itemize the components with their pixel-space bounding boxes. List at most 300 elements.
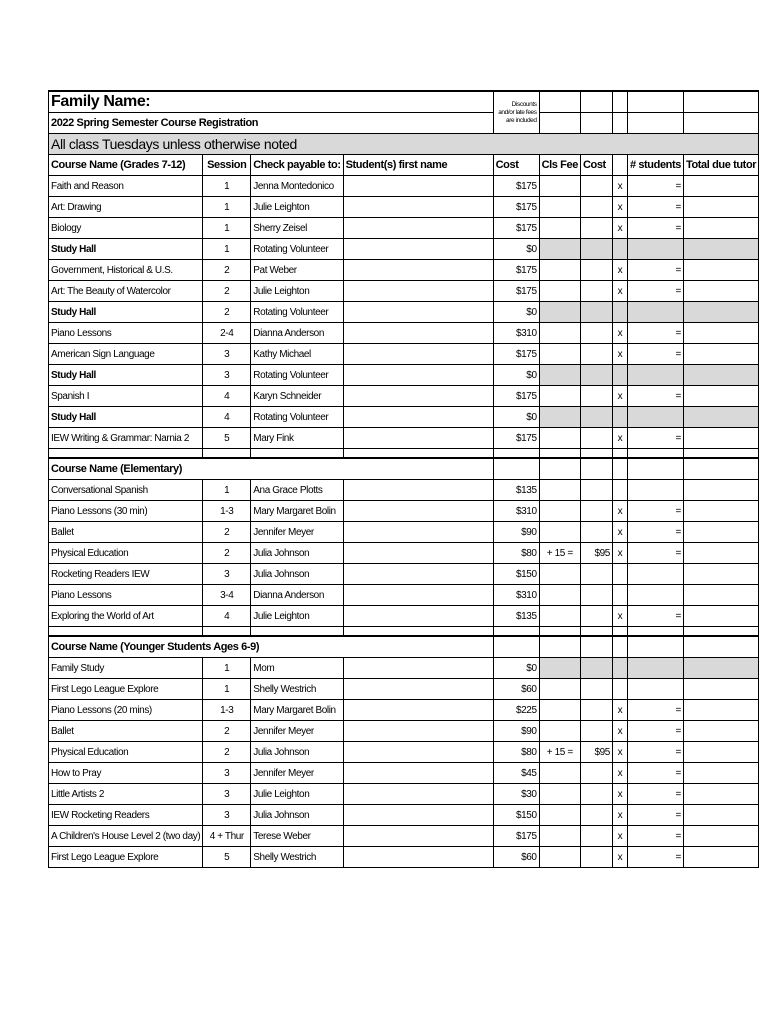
check-payable-cell: Jennifer Meyer (251, 763, 343, 784)
cost2-cell (580, 407, 612, 428)
check-payable-cell: Terese Weber (251, 826, 343, 847)
course-row (49, 805, 759, 826)
student-first-name-cell[interactable] (343, 323, 493, 344)
student-first-name-cell[interactable] (343, 826, 493, 847)
total-due-cell[interactable] (683, 847, 758, 868)
cls-fee-cell (539, 260, 580, 281)
course-row (49, 784, 759, 805)
times-symbol: x (612, 700, 627, 721)
session-cell: 4 (203, 606, 251, 627)
total-due-cell[interactable] (683, 386, 758, 407)
session-cell: 2 (203, 281, 251, 302)
course-name: Ballet (49, 522, 203, 543)
cost-cell: $80 (493, 543, 539, 564)
section-header-blank (627, 458, 683, 480)
session-cell: 1 (203, 239, 251, 260)
check-payable-cell: Julia Johnson (251, 564, 343, 585)
column-header-row (49, 155, 759, 176)
course-row (49, 585, 759, 606)
num-students-cell[interactable]: = (627, 281, 683, 302)
check-payable-cell: Sherry Zeisel (251, 218, 343, 239)
total-due-cell[interactable] (683, 344, 758, 365)
num-students-cell[interactable] (627, 407, 683, 428)
times-symbol: x (612, 281, 627, 302)
student-first-name-cell[interactable] (343, 260, 493, 281)
num-students-cell[interactable]: = (627, 344, 683, 365)
times-symbol: x (612, 218, 627, 239)
course-row (49, 658, 759, 679)
section-header-blank (627, 636, 683, 658)
times-symbol (612, 564, 627, 585)
cls-fee-cell (539, 365, 580, 386)
cost-cell: $0 (493, 365, 539, 386)
times-symbol: x (612, 826, 627, 847)
check-payable-cell: Julie Leighton (251, 281, 343, 302)
cost2-cell (580, 826, 612, 847)
cost-cell: $90 (493, 721, 539, 742)
cls-fee-cell (539, 197, 580, 218)
course-row (49, 826, 759, 847)
session-cell: 1-3 (203, 700, 251, 721)
times-symbol: x (612, 543, 627, 564)
student-first-name-cell[interactable] (343, 763, 493, 784)
section-header-row (49, 458, 759, 480)
cost2-cell (580, 428, 612, 449)
course-name: Art: The Beauty of Watercolor (49, 281, 203, 302)
total-due-cell[interactable] (683, 679, 758, 700)
num-students-cell[interactable]: = (627, 721, 683, 742)
student-first-name-cell[interactable] (343, 407, 493, 428)
check-payable-cell: Jennifer Meyer (251, 721, 343, 742)
total-due-cell[interactable] (683, 197, 758, 218)
check-payable-cell: Julie Leighton (251, 606, 343, 627)
course-row (49, 239, 759, 260)
num-students-cell[interactable] (627, 658, 683, 679)
student-first-name-cell[interactable] (343, 700, 493, 721)
session-cell: 2 (203, 522, 251, 543)
header-blank (539, 91, 580, 113)
cost-cell: $0 (493, 658, 539, 679)
cost2-cell (580, 784, 612, 805)
student-first-name-cell[interactable] (343, 302, 493, 323)
cls-fee-cell (539, 784, 580, 805)
course-row (49, 281, 759, 302)
cost-cell: $310 (493, 501, 539, 522)
student-first-name-cell[interactable] (343, 658, 493, 679)
cost2-cell (580, 658, 612, 679)
cost2-cell (580, 344, 612, 365)
num-students-cell[interactable]: = (627, 847, 683, 868)
course-row (49, 847, 759, 868)
check-payable-cell: Julie Leighton (251, 784, 343, 805)
times-symbol: x (612, 386, 627, 407)
num-students-cell[interactable]: = (627, 606, 683, 627)
cls-fee-cell (539, 826, 580, 847)
session-cell: 1 (203, 679, 251, 700)
num-students-cell[interactable]: = (627, 501, 683, 522)
total-due-cell[interactable] (683, 585, 758, 606)
course-row (49, 323, 759, 344)
times-symbol: x (612, 501, 627, 522)
total-due-cell[interactable] (683, 239, 758, 260)
section-header-blank (683, 636, 758, 658)
cost-cell: $175 (493, 197, 539, 218)
course-name: Biology (49, 218, 203, 239)
session-cell: 2 (203, 543, 251, 564)
course-row (49, 480, 759, 501)
course-row (49, 721, 759, 742)
course-row (49, 564, 759, 585)
cost2-cell (580, 763, 612, 784)
course-name: Conversational Spanish (49, 480, 203, 501)
check-payable-cell: Mom (251, 658, 343, 679)
cost2-cell (580, 260, 612, 281)
cost-cell: $175 (493, 218, 539, 239)
course-row (49, 522, 759, 543)
session-cell: 1 (203, 218, 251, 239)
course-row (49, 763, 759, 784)
course-row (49, 176, 759, 197)
check-payable-cell: Karyn Schneider (251, 386, 343, 407)
num-students-cell[interactable]: = (627, 260, 683, 281)
student-first-name-cell[interactable] (343, 721, 493, 742)
num-students-cell[interactable] (627, 365, 683, 386)
num-students-cell[interactable] (627, 480, 683, 501)
num-students-cell[interactable]: = (627, 742, 683, 763)
cost2-cell (580, 281, 612, 302)
student-first-name-cell[interactable] (343, 197, 493, 218)
total-due-cell[interactable] (683, 501, 758, 522)
check-payable-cell: Pat Weber (251, 260, 343, 281)
course-name: Piano Lessons (49, 585, 203, 606)
cost2-cell (580, 302, 612, 323)
total-due-cell[interactable] (683, 365, 758, 386)
total-due-cell[interactable] (683, 606, 758, 627)
num-students-cell[interactable]: = (627, 543, 683, 564)
total-due-cell[interactable] (683, 176, 758, 197)
num-students-cell[interactable]: = (627, 386, 683, 407)
student-first-name-cell[interactable] (343, 501, 493, 522)
cls-fee-cell (539, 501, 580, 522)
student-first-name-cell[interactable] (343, 344, 493, 365)
student-first-name-cell[interactable] (343, 679, 493, 700)
course-name: American Sign Language (49, 344, 203, 365)
total-due-cell[interactable] (683, 564, 758, 585)
num-students-cell[interactable] (627, 239, 683, 260)
student-first-name-cell[interactable] (343, 606, 493, 627)
times-symbol: x (612, 784, 627, 805)
student-first-name-cell[interactable] (343, 742, 493, 763)
student-first-name-cell[interactable] (343, 585, 493, 606)
session-cell: 3 (203, 564, 251, 585)
course-name: IEW Rocketing Readers (49, 805, 203, 826)
num-students-cell[interactable]: = (627, 176, 683, 197)
cls-fee-cell (539, 564, 580, 585)
cost-cell: $175 (493, 428, 539, 449)
total-due-cell[interactable] (683, 281, 758, 302)
num-students-cell[interactable]: = (627, 522, 683, 543)
student-first-name-cell[interactable] (343, 564, 493, 585)
total-due-cell[interactable] (683, 721, 758, 742)
times-symbol: x (612, 428, 627, 449)
total-due-cell[interactable] (683, 700, 758, 721)
cost-cell: $60 (493, 847, 539, 868)
num-students-cell[interactable]: = (627, 197, 683, 218)
col-session: Session (203, 155, 251, 176)
course-name: How to Pray (49, 763, 203, 784)
cls-fee-cell (539, 721, 580, 742)
check-payable-cell: Mary Margaret Bolin (251, 501, 343, 522)
family-name-label: Family Name: (49, 91, 494, 113)
total-due-cell[interactable] (683, 407, 758, 428)
section-header-blank (683, 458, 758, 480)
section-header-blank (539, 636, 580, 658)
cls-fee-cell (539, 679, 580, 700)
times-symbol (612, 658, 627, 679)
section-title: Course Name (Elementary) (49, 458, 494, 480)
num-students-cell[interactable]: = (627, 428, 683, 449)
student-first-name-cell[interactable] (343, 281, 493, 302)
check-payable-cell: Dianna Anderson (251, 323, 343, 344)
times-symbol (612, 585, 627, 606)
course-name: Family Study (49, 658, 203, 679)
course-row (49, 742, 759, 763)
cost2-cell (580, 585, 612, 606)
cost2-cell (580, 679, 612, 700)
student-first-name-cell[interactable] (343, 847, 493, 868)
times-symbol (612, 302, 627, 323)
session-cell: 3 (203, 365, 251, 386)
session-cell: 4 (203, 386, 251, 407)
times-symbol: x (612, 606, 627, 627)
session-cell: 1 (203, 176, 251, 197)
total-due-cell[interactable] (683, 543, 758, 564)
cost-cell: $135 (493, 480, 539, 501)
times-symbol (612, 480, 627, 501)
session-cell: 2-4 (203, 323, 251, 344)
num-students-cell[interactable] (627, 585, 683, 606)
section-header-blank (493, 458, 539, 480)
num-students-cell[interactable]: = (627, 700, 683, 721)
cost-cell: $175 (493, 281, 539, 302)
times-symbol: x (612, 197, 627, 218)
col-num-students: # students (627, 155, 683, 176)
cost-cell: $60 (493, 679, 539, 700)
times-symbol (612, 365, 627, 386)
col-cost2: Cost (580, 155, 612, 176)
course-name: First Lego League Explore (49, 679, 203, 700)
total-due-cell[interactable] (683, 428, 758, 449)
total-due-cell[interactable] (683, 826, 758, 847)
check-payable-cell: Rotating Volunteer (251, 365, 343, 386)
times-symbol: x (612, 323, 627, 344)
section-header-blank (612, 636, 627, 658)
times-symbol: x (612, 763, 627, 784)
check-payable-cell: Rotating Volunteer (251, 302, 343, 323)
student-first-name-cell[interactable] (343, 428, 493, 449)
session-cell: 2 (203, 260, 251, 281)
session-cell: 3 (203, 784, 251, 805)
session-cell: 2 (203, 302, 251, 323)
cost2-cell (580, 365, 612, 386)
course-name: Piano Lessons (20 mins) (49, 700, 203, 721)
cls-fee-cell (539, 700, 580, 721)
col-check-payable: Check payable to: (251, 155, 343, 176)
num-students-cell[interactable]: = (627, 763, 683, 784)
course-row (49, 700, 759, 721)
course-name: IEW Writing & Grammar: Narnia 2 (49, 428, 203, 449)
check-payable-cell: Julia Johnson (251, 805, 343, 826)
course-name: Rocketing Readers IEW (49, 564, 203, 585)
times-symbol (612, 239, 627, 260)
course-name: Piano Lessons (30 min) (49, 501, 203, 522)
student-first-name-cell[interactable] (343, 543, 493, 564)
student-first-name-cell[interactable] (343, 522, 493, 543)
times-symbol: x (612, 344, 627, 365)
cls-fee-cell (539, 281, 580, 302)
num-students-cell[interactable]: = (627, 826, 683, 847)
session-cell: 1 (203, 197, 251, 218)
check-payable-cell: Ana Grace Plotts (251, 480, 343, 501)
times-symbol: x (612, 721, 627, 742)
cost2-cell (580, 197, 612, 218)
col-cls-fee: Cls Fee (539, 155, 580, 176)
cost2-cell: $95 (580, 742, 612, 763)
check-payable-cell: Julia Johnson (251, 543, 343, 564)
course-name: Ballet (49, 721, 203, 742)
num-students-cell[interactable] (627, 679, 683, 700)
total-due-cell[interactable] (683, 260, 758, 281)
cost-cell: $175 (493, 826, 539, 847)
total-due-cell[interactable] (683, 742, 758, 763)
cls-fee-cell (539, 585, 580, 606)
col-cost: Cost (493, 155, 539, 176)
course-row (49, 501, 759, 522)
cost2-cell (580, 606, 612, 627)
section-header-blank (580, 458, 612, 480)
session-cell: 4 (203, 407, 251, 428)
student-first-name-cell[interactable] (343, 805, 493, 826)
cost-cell: $310 (493, 323, 539, 344)
cost2-cell (580, 721, 612, 742)
total-due-cell[interactable] (683, 323, 758, 344)
course-row (49, 197, 759, 218)
cost2-cell (580, 176, 612, 197)
course-name: First Lego League Explore (49, 847, 203, 868)
num-students-cell[interactable] (627, 302, 683, 323)
student-first-name-cell[interactable] (343, 218, 493, 239)
cls-fee-cell (539, 218, 580, 239)
num-students-cell[interactable]: = (627, 784, 683, 805)
cost-cell: $175 (493, 176, 539, 197)
times-symbol: x (612, 742, 627, 763)
course-name: Piano Lessons (49, 323, 203, 344)
col-student-first-name: Student(s) first name (343, 155, 493, 176)
course-name: Faith and Reason (49, 176, 203, 197)
student-first-name-cell[interactable] (343, 239, 493, 260)
times-symbol: x (612, 847, 627, 868)
total-due-cell[interactable] (683, 784, 758, 805)
course-row (49, 302, 759, 323)
cost2-cell (580, 564, 612, 585)
student-first-name-cell[interactable] (343, 784, 493, 805)
num-students-cell[interactable]: = (627, 218, 683, 239)
section-header-blank (493, 636, 539, 658)
total-due-cell[interactable] (683, 658, 758, 679)
section-header-blank (580, 636, 612, 658)
total-due-cell[interactable] (683, 522, 758, 543)
cost-cell: $175 (493, 386, 539, 407)
student-first-name-cell[interactable] (343, 176, 493, 197)
semester-title: 2022 Spring Semester Course Registration (49, 113, 494, 134)
cost2-cell (580, 700, 612, 721)
session-cell: 5 (203, 428, 251, 449)
cost-cell: $0 (493, 302, 539, 323)
total-due-cell[interactable] (683, 480, 758, 501)
cls-fee-cell (539, 239, 580, 260)
student-first-name-cell[interactable] (343, 480, 493, 501)
cost2-cell (580, 386, 612, 407)
student-first-name-cell[interactable] (343, 386, 493, 407)
total-due-cell[interactable] (683, 302, 758, 323)
cls-fee-cell (539, 407, 580, 428)
course-name: Spanish I (49, 386, 203, 407)
course-row (49, 218, 759, 239)
num-students-cell[interactable] (627, 564, 683, 585)
times-symbol: x (612, 805, 627, 826)
cost-cell: $135 (493, 606, 539, 627)
registration-sheet (48, 90, 759, 868)
cost-cell: $0 (493, 239, 539, 260)
section-title: Course Name (Younger Students Ages 6-9) (49, 636, 494, 658)
course-row (49, 260, 759, 281)
check-payable-cell: Jenna Montedonico (251, 176, 343, 197)
course-name: Physical Education (49, 543, 203, 564)
section-header-row (49, 636, 759, 658)
times-symbol (612, 407, 627, 428)
col-total-due: Total due tutor (683, 155, 758, 176)
cost2-cell (580, 501, 612, 522)
cls-fee-cell (539, 302, 580, 323)
session-cell: 1 (203, 480, 251, 501)
cls-fee-cell: + 15 = (539, 742, 580, 763)
cost-cell: $175 (493, 260, 539, 281)
cost-cell: $30 (493, 784, 539, 805)
session-cell: 4 + Thur (203, 826, 251, 847)
check-payable-cell: Julia Johnson (251, 742, 343, 763)
cost-cell: $310 (493, 585, 539, 606)
total-due-cell[interactable] (683, 218, 758, 239)
check-payable-cell: Kathy Michael (251, 344, 343, 365)
total-due-cell[interactable] (683, 763, 758, 784)
cost2-cell (580, 239, 612, 260)
check-payable-cell: Jennifer Meyer (251, 522, 343, 543)
cls-fee-cell (539, 480, 580, 501)
num-students-cell[interactable]: = (627, 323, 683, 344)
session-cell: 1-3 (203, 501, 251, 522)
course-row (49, 428, 759, 449)
cls-fee-cell (539, 805, 580, 826)
cost-cell: $225 (493, 700, 539, 721)
course-name: Study Hall (49, 302, 203, 323)
cost-cell: $0 (493, 407, 539, 428)
cost-cell: $90 (493, 522, 539, 543)
check-payable-cell: Rotating Volunteer (251, 407, 343, 428)
cls-fee-cell: + 15 = (539, 543, 580, 564)
num-students-cell[interactable]: = (627, 805, 683, 826)
total-due-cell[interactable] (683, 805, 758, 826)
student-first-name-cell[interactable] (343, 365, 493, 386)
